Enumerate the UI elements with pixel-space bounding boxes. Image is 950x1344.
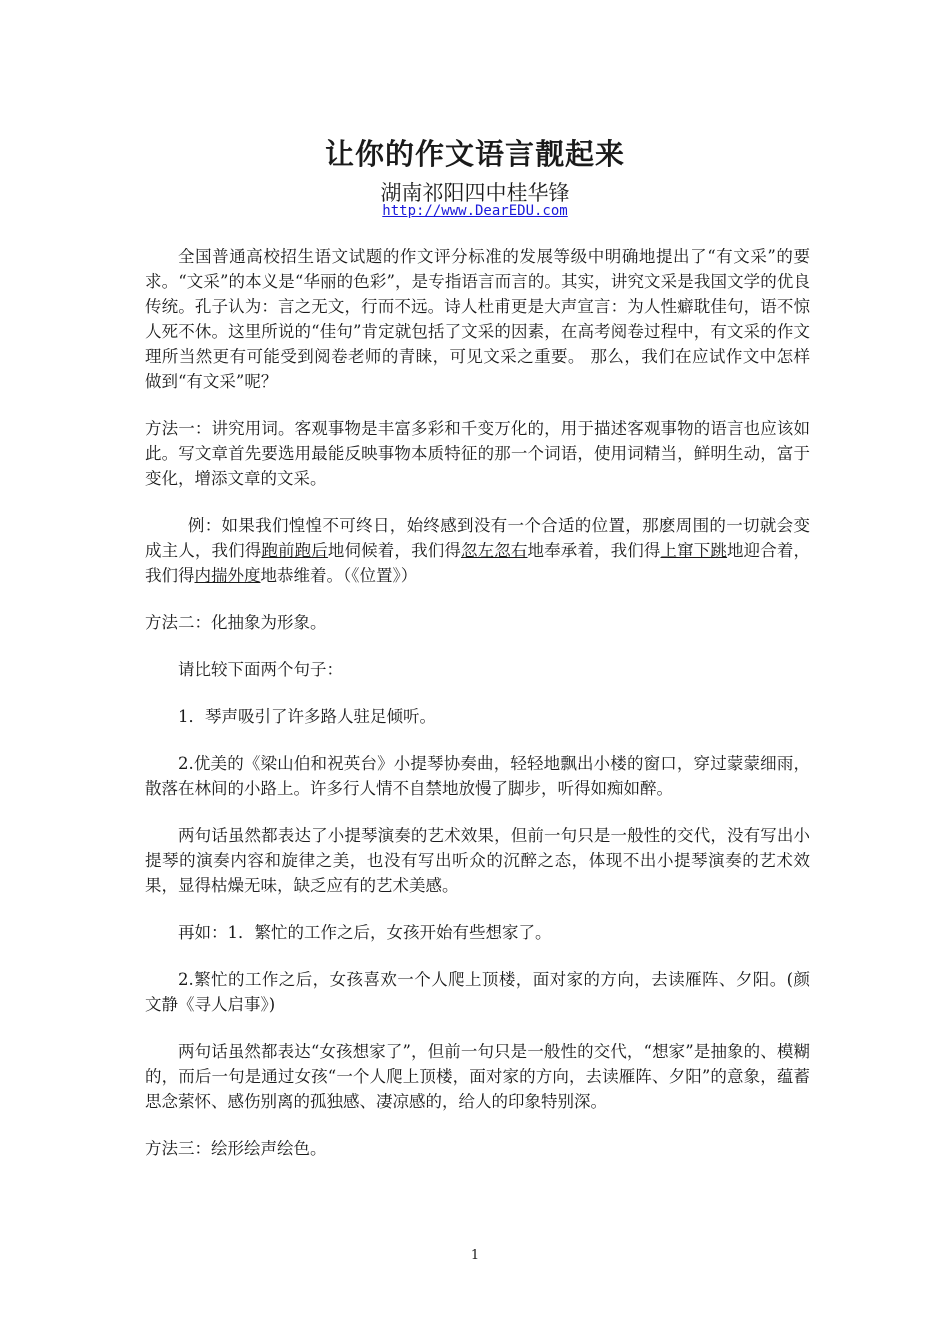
underlined-phrase: 跑前跑后: [261, 541, 328, 560]
sentence-one: 1．琴声吸引了许多路人驻足倾听。: [178, 707, 436, 726]
example-text: 地奉承着，我们得: [527, 541, 661, 560]
example-text: 例：如果我们惶惶不可终日，始终感到没有一个合适的位置，那麽周围的一切就会变成主人，我们得: [145, 516, 810, 560]
another-example-one: 再如：1．繁忙的工作之后，女孩开始有些想家了。: [178, 923, 552, 942]
example-text: 地迎合着，我们得: [145, 541, 811, 585]
page-number: 1: [470, 1248, 480, 1263]
page-title: 让你的作文语言靓起来: [324, 137, 625, 171]
method-three-heading: 方法三：绘形绘声绘色。: [145, 1139, 327, 1158]
example-text: 地恭维着。（《位置》）: [260, 566, 418, 585]
compare-prompt: 请比较下面两个句子：: [178, 660, 343, 679]
another-example-two: 2.繁忙的工作之后，女孩喜欢一个人爬上顶楼，面对家的方向，去读雁阵、夕阳。(颜文静《寻人启事》): [145, 970, 810, 1014]
example-paragraph: [145, 513, 810, 588]
method-one-paragraph: 方法一：讲究用词。客观事物是丰富多彩和千变万化的，用于描述客观事物的语言也应该如此。写文章首先要选用最能反映事物本质特征的那一个词语，使用词精当，鲜明生动，富于变化，增添文章的文采。: [145, 419, 810, 488]
source-link[interactable]: http://www.DearEDU.com: [382, 203, 568, 219]
sentence-two: 2.优美的《梁山伯和祝英台》小提琴协奏曲，轻轻地飘出小楼的窗口，穿过蒙蒙细雨，散落在林间的小路上。许多行人情不自禁地放慢了脚步，听得如痴如醉。: [145, 754, 810, 798]
method-two-heading: 方法二：化抽象为形象。: [145, 613, 327, 632]
underlined-phrase: 忽左忽右: [460, 541, 528, 560]
article-body: [145, 244, 810, 1183]
intro-paragraph: 全国普通高校招生语文试题的作文评分标准的发展等级中明确地提出了“有文采”的要求。“文采”的本义是“华丽的色彩”，是专指语言而言的。其实，讲究文采是我国文学的优良传统。孔子认为：言之无文，行而不远。诗人杜甫更是大声宣言：为人性癖耽佳句，语不惊人死不休。这里所说的“佳句”肯定就包括了文采的因素，在高考阅卷过程中，有文采的作文理所当然更有可能受到阅卷老师的青睐，可见文采之重要。 那么，我们在应试作文中怎样做到“有文采”呢？: [145, 247, 810, 391]
example-text: 地伺候着，我们得: [327, 541, 461, 560]
underlined-phrase: 上窜下跳: [660, 541, 728, 560]
underlined-phrase: 内揣外度: [194, 566, 261, 585]
analysis-paragraph-one: 两句话虽然都表达了小提琴演奏的艺术效果，但前一句只是一般性的交代，没有写出小提琴的演奏内容和旋律之美，也没有写出听众的沉醉之态，体现不出小提琴演奏的艺术效果，显得枯燥无味，缺乏应有的艺术美感。: [145, 826, 810, 895]
source-link-line: [0, 203, 950, 219]
analysis-paragraph-two: 两句话虽然都表达“女孩想家了”，但前一句只是一般性的交代，“想家”是抽象的、模糊的，而后一句是通过女孩“一个人爬上顶楼，面对家的方向，去读雁阵、夕阳”的意象，蕴蓄思念萦怀、感伤别离的孤独感、凄凉感的，给人的印象特别深。: [145, 1042, 810, 1111]
author-line: 湖南祁阳四中桂华锋: [380, 181, 570, 205]
